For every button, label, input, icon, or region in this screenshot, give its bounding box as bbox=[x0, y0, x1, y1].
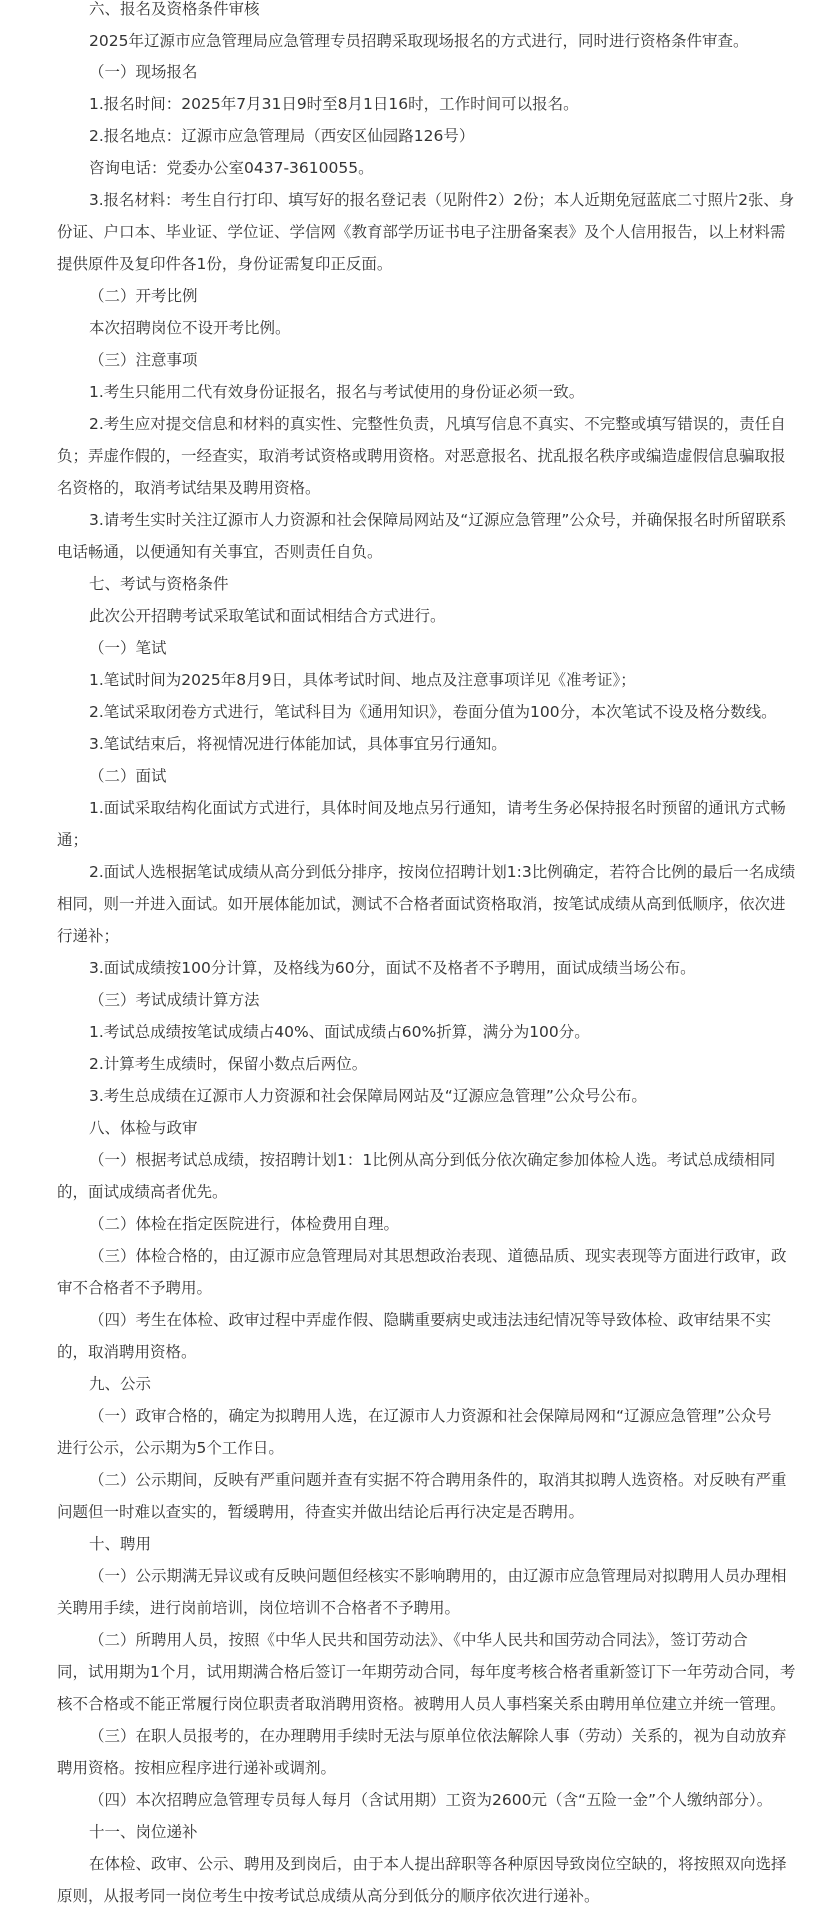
paragraph-line: 2025年辽源市应急管理局应急管理专员招聘采取现场报名的方式进行，同时进行资格条件审查。 bbox=[89, 32, 749, 50]
paragraph-line: 在体检、政审、公示、聘用及到岗后，由于本人提出辞职等各种原因导致岗位空缺的，将按照双向选择 bbox=[89, 1855, 787, 1873]
paragraph-line: 问题但一时难以查实的，暂缓聘用，待查实并做出结论后再行决定是否聘用。 bbox=[57, 1503, 585, 1521]
paragraph-line: 份证、户口本、毕业证、学位证、学信网《教育部学历证书电子注册备案表》及个人信用报告，以上材料需 bbox=[57, 223, 786, 241]
paragraph-line: 2.计算考生成绩时，保留小数点后两位。 bbox=[89, 1055, 368, 1073]
paragraph-line: 1.报名时间：2025年7月31日9时至8月1日16时，工作时间可以报名。 bbox=[89, 95, 579, 113]
paragraph-line: 2.报名地点：辽源市应急管理局（西安区仙园路126号） bbox=[89, 127, 475, 145]
paragraph-line: 2.面试人选根据笔试成绩从高分到低分排序，按岗位招聘计划1:3比例确定，若符合比例的最后一名成绩 bbox=[89, 863, 796, 881]
subheading: （三）考试成绩计算方法 bbox=[89, 991, 260, 1009]
paragraph-line: 同，试用期为1个月，试用期满合格后签订一年期劳动合同，每年度考核合格者重新签订下一年劳动合同，考 bbox=[57, 1663, 796, 1681]
paragraph-line: 1.考生只能用二代有效身份证报名，报名与考试使用的身份证必须一致。 bbox=[89, 383, 585, 401]
paragraph-line: 此次公开招聘考试采取笔试和面试相结合方式进行。 bbox=[89, 607, 446, 625]
paragraph-line: 电话畅通，以便通知有关事宜，否则责任自负。 bbox=[57, 543, 383, 561]
paragraph-line: （三）体检合格的，由辽源市应急管理局对其思想政治表现、道德品质、现实表现等方面进行政审，政 bbox=[89, 1247, 787, 1265]
subheading: （一）笔试 bbox=[89, 639, 167, 657]
subheading: （二）开考比例 bbox=[89, 287, 198, 305]
subheading: （三）注意事项 bbox=[89, 351, 198, 369]
paragraph-line: 3.面试成绩按100分计算，及格线为60分，面试不及格者不予聘用，面试成绩当场公布。 bbox=[89, 959, 696, 977]
paragraph-line: 1.面试采取结构化面试方式进行，具体时间及地点另行通知，请考生务必保持报名时预留的通讯方式畅 bbox=[89, 799, 786, 817]
paragraph-line: 3.笔试结束后，将视情况进行体能加试，具体事宜另行通知。 bbox=[89, 735, 507, 753]
section-heading-9: 九、公示 bbox=[89, 1375, 152, 1393]
paragraph-line: （一）政审合格的，确定为拟聘用人选，在辽源市人力资源和社会保障局网和“辽源应急管理”公众号 bbox=[89, 1407, 772, 1425]
paragraph-line: 进行公示，公示期为5个工作日。 bbox=[57, 1439, 284, 1457]
paragraph-line: 行递补； bbox=[57, 927, 120, 945]
paragraph-line: 提供原件及复印件各1份，身份证需复印正反面。 bbox=[57, 255, 393, 273]
paragraph-line: （二）所聘用人员，按照《中华人民共和国劳动法》、《中华人民共和国劳动合同法》，签订劳动合 bbox=[89, 1631, 748, 1649]
paragraph-line: （四）本次招聘应急管理专员每人每月（含试用期）工资为2600元（含“五险一金”个人缴纳部分）。 bbox=[89, 1791, 773, 1809]
paragraph-line: 的，取消聘用资格。 bbox=[57, 1343, 197, 1361]
paragraph-line: 3.报名材料：考生自行打印、填写好的报名登记表（见附件2）2份；本人近期免冠蓝底二寸照片2张、身 bbox=[89, 191, 795, 209]
section-heading-10: 十、聘用 bbox=[89, 1535, 152, 1553]
paragraph-line: 名资格的，取消考试结果及聘用资格。 bbox=[57, 479, 321, 497]
subheading: （二）面试 bbox=[89, 767, 167, 785]
paragraph-line: 负；弄虚作假的，一经查实，取消考试资格或聘用资格。对恶意报名、扰乱报名秩序或编造虚假信息骗取报 bbox=[57, 447, 786, 465]
section-heading-7: 七、考试与资格条件 bbox=[89, 575, 229, 593]
paragraph-line: 的，面试成绩高者优先。 bbox=[57, 1183, 228, 1201]
paragraph-line: 核不合格或不能正常履行岗位职责者取消聘用资格。被聘用人员人事档案关系由聘用单位建立并统一管理。 bbox=[57, 1695, 786, 1713]
paragraph-line: 聘用资格。按相应程序进行递补或调剂。 bbox=[57, 1759, 337, 1777]
paragraph-line: 原则，从报考同一岗位考生中按考试总成绩从高分到低分的顺序依次进行递补。 bbox=[57, 1887, 600, 1905]
paragraph-line: （一）公示期满无异议或有反映问题但经核实不影响聘用的，由辽源市应急管理局对拟聘用人员办理相 bbox=[89, 1567, 787, 1585]
paragraph-line: 1.考试总成绩按笔试成绩占40%、面试成绩占60%折算，满分为100分。 bbox=[89, 1023, 590, 1041]
paragraph-line: （二）公示期间，反映有严重问题并查有实据不符合聘用条件的，取消其拟聘人选资格。对反映有严重 bbox=[89, 1471, 787, 1489]
paragraph-line: （二）体检在指定医院进行，体检费用自理。 bbox=[89, 1215, 400, 1233]
subheading: （一）现场报名 bbox=[89, 63, 198, 81]
section-heading-6: 六、报名及资格条件审核 bbox=[89, 0, 260, 18]
paragraph-line: 3.请考生实时关注辽源市人力资源和社会保障局网站及“辽源应急管理”公众号，并确保报名时所留联系 bbox=[89, 511, 787, 529]
paragraph-line: 2.考生应对提交信息和材料的真实性、完整性负责，凡填写信息不真实、不完整或填写错误的，责任自 bbox=[89, 415, 786, 433]
section-heading-11: 十一、岗位递补 bbox=[89, 1823, 198, 1841]
paragraph-line: 本次招聘岗位不设开考比例。 bbox=[89, 319, 291, 337]
paragraph-line: 2.笔试采取闭卷方式进行，笔试科目为《通用知识》，卷面分值为100分，本次笔试不设及格分数线。 bbox=[89, 703, 777, 721]
paragraph-line: 1.笔试时间为2025年8月9日，具体考试时间、地点及注意事项详见《准考证》； bbox=[89, 671, 636, 689]
paragraph-line: 审不合格者不予聘用。 bbox=[57, 1279, 213, 1297]
paragraph-line: 关聘用手续，进行岗前培训，岗位培训不合格者不予聘用。 bbox=[57, 1599, 461, 1617]
paragraph-line: （四）考生在体检、政审过程中弄虚作假、隐瞒重要病史或违法违纪情况等导致体检、政审结果不实 bbox=[89, 1311, 772, 1329]
paragraph-line: 通； bbox=[57, 831, 89, 849]
section-heading-8: 八、体检与政审 bbox=[89, 1119, 198, 1137]
paragraph-line: 3.考生总成绩在辽源市人力资源和社会保障局网站及“辽源应急管理”公众号公布。 bbox=[89, 1087, 647, 1105]
paragraph-line: 咨询电话：党委办公室0437-3610055。 bbox=[89, 159, 374, 177]
paragraph-line: （一）根据考试总成绩，按招聘计划1：1比例从高分到低分依次确定参加体检人选。考试总成绩相同 bbox=[89, 1151, 776, 1169]
paragraph-line: 相同，则一并进入面试。如开展体能加试，测试不合格者面试资格取消，按笔试成绩从高到低顺序，依次进 bbox=[57, 895, 786, 913]
paragraph-line: （三）在职人员报考的，在办理聘用手续时无法与原单位依法解除人事（劳动）关系的，视为自动放弃 bbox=[89, 1727, 787, 1745]
